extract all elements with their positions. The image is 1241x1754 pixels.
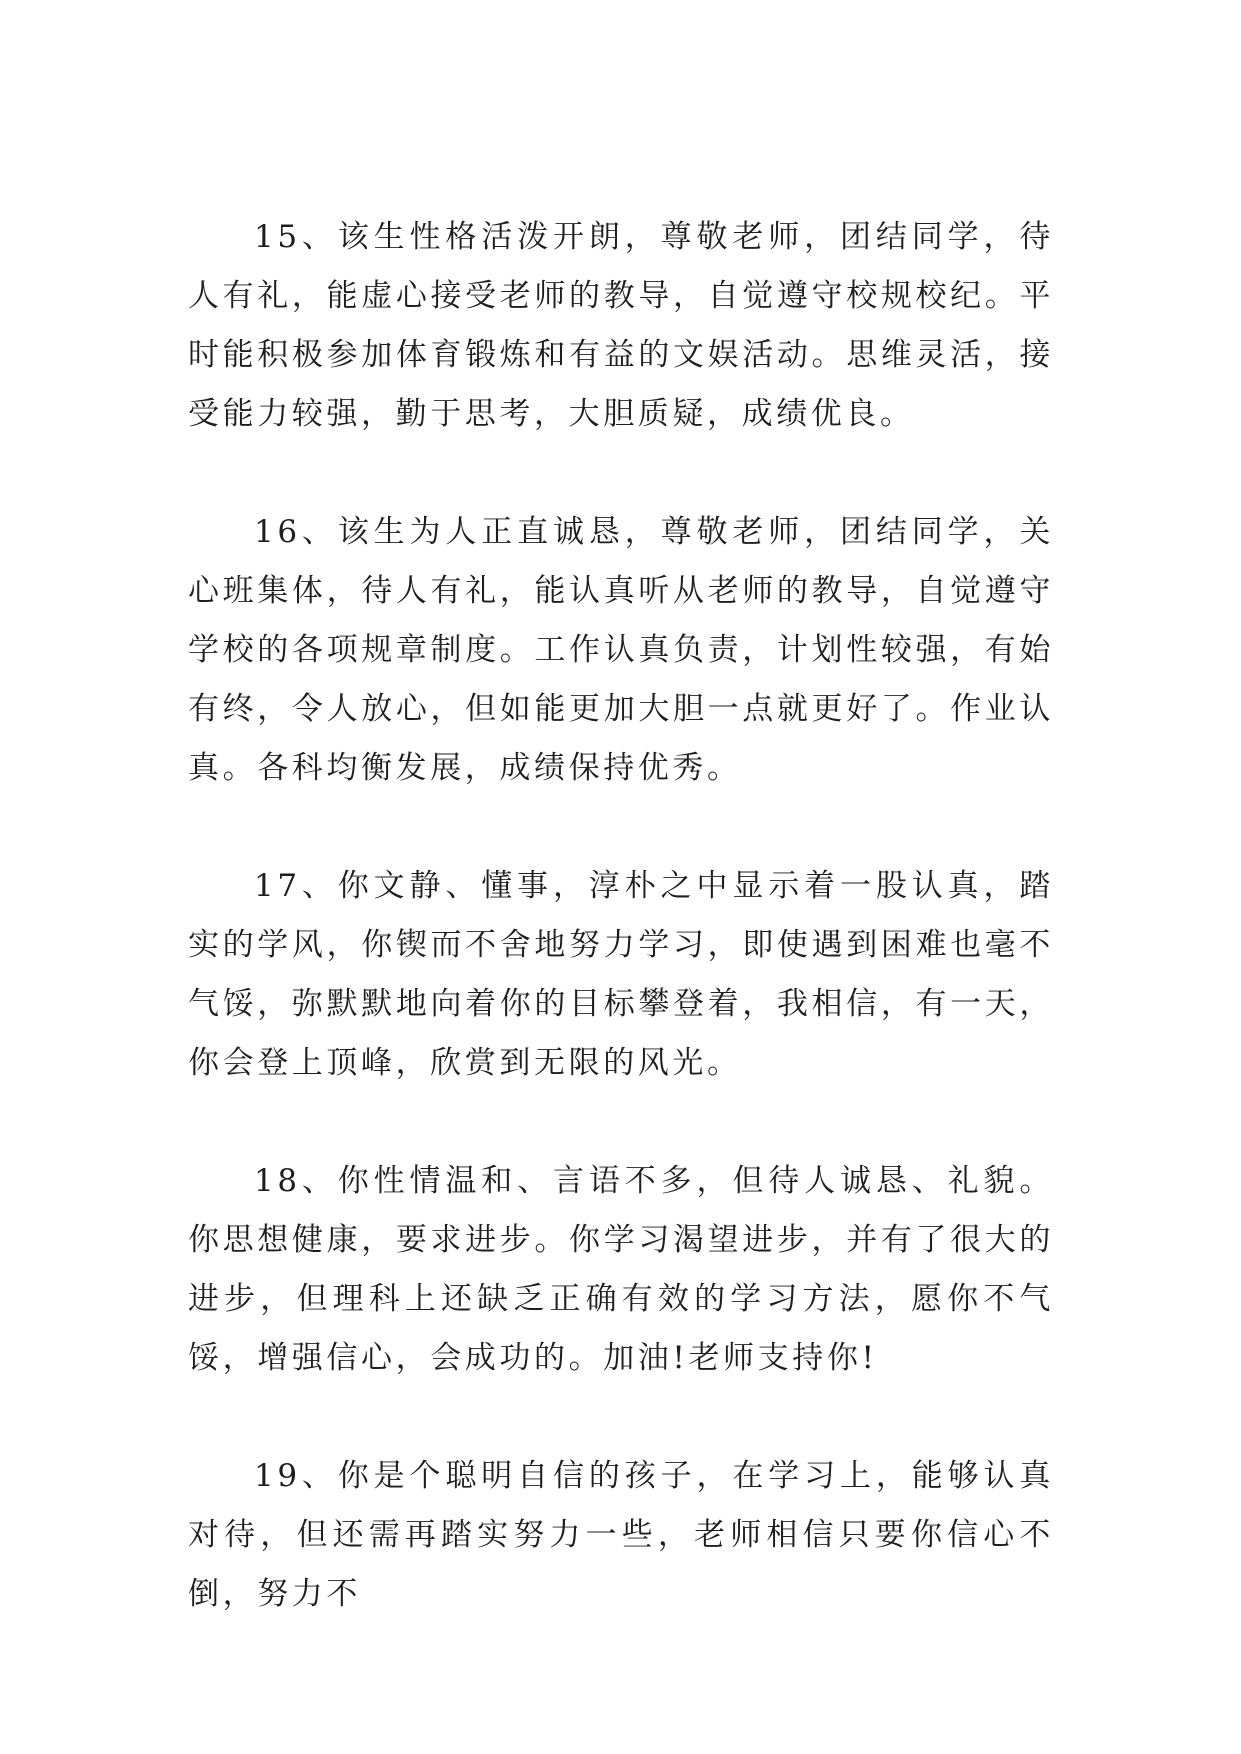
comment-paragraph-15: 15、该生性格活泼开朗，尊敬老师，团结同学，待人有礼，能虚心接受老师的教导，自觉遵守校规校纪。平时能积极参加体育锻炼和有益的文娱活动。思维灵活，接受能力较强，勤于思考，大胆质疑，成绩优良。 bbox=[188, 219, 1054, 432]
comment-paragraph-18: 18、你性情温和、言语不多，但待人诚恳、礼貌。你思想健康，要求进步。你学习渴望进步，并有了很大的进步，但理科上还缺乏正确有效的学习方法，愿你不气馁，增强信心，会成功的。加油!老师支持你! bbox=[188, 1163, 1054, 1376]
comment-paragraph-16: 16、该生为人正直诚恳，尊敬老师，团结同学，关心班集体，待人有礼，能认真听从老师的教导，自觉遵守学校的各项规章制度。工作认真负责，计划性较强，有始有终，令人放心，但如能更加大胆一点就更好了。作业认真。各科均衡发展，成绩保持优秀。 bbox=[188, 514, 1054, 786]
comment-paragraph-19: 19、你是个聪明自信的孩子，在学习上，能够认真对待，但还需再踏实努力一些，老师相信只要你信心不倒，努力不 bbox=[188, 1458, 1054, 1612]
document-body bbox=[188, 208, 1054, 1624]
comment-paragraph-17: 17、你文静、懂事，淳朴之中显示着一股认真，踏实的学风，你锲而不舍地努力学习，即使遇到困难也毫不气馁，弥默默地向着你的目标攀登着，我相信，有一天，你会登上顶峰，欣赏到无限的风光。 bbox=[188, 868, 1054, 1081]
